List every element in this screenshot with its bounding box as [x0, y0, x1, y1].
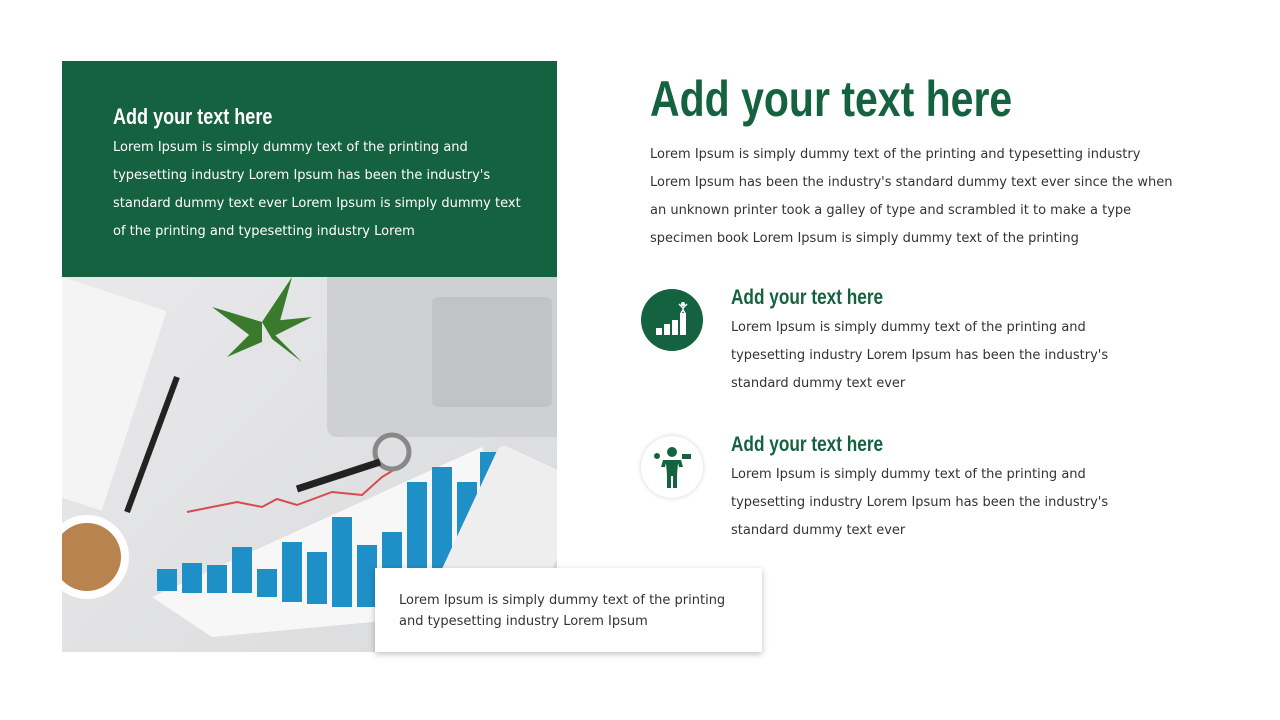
feature-text: Lorem Ipsum is simply dummy text of the printing and typesetting industry Lorem Ipsum has been the industry's standard dummy text ever	[731, 467, 1109, 538]
intro-text: Lorem Ipsum is simply dummy text of the printing and typesetting industry Lorem Ipsum has been the industry's standard dummy text ever since the when an unknown printer took a galley of type and scrambled it to make a type specimen book Lorem Ipsum is simply dummy text of the printing	[650, 147, 1173, 246]
feature-item	[641, 433, 1109, 538]
page-title: Add your text here	[650, 71, 1013, 127]
panel-text: Lorem Ipsum is simply dummy text of the printing and typesetting industry Lorem Ipsum has been the industry's standard dummy text ever Lorem Ipsum is simply dummy text of the printing and typesetting industry Lorem	[113, 140, 521, 239]
plant	[212, 277, 312, 362]
growth-chart-icon	[641, 289, 703, 351]
photo-caption: Lorem Ipsum is simply dummy text of the printing and typesetting industry Lorem Ipsum	[375, 568, 762, 652]
feature-title: Add your text here	[731, 286, 884, 309]
feature-text: Lorem Ipsum is simply dummy text of the printing and typesetting industry Lorem Ipsum has been the industry's standard dummy text ever	[731, 320, 1109, 391]
feature-title: Add your text here	[731, 433, 884, 456]
notebook	[62, 277, 167, 511]
person-idea-icon	[641, 436, 703, 498]
feature-item	[641, 286, 1109, 391]
left-text-panel	[62, 61, 557, 277]
panel-title: Add your text here	[113, 104, 273, 129]
